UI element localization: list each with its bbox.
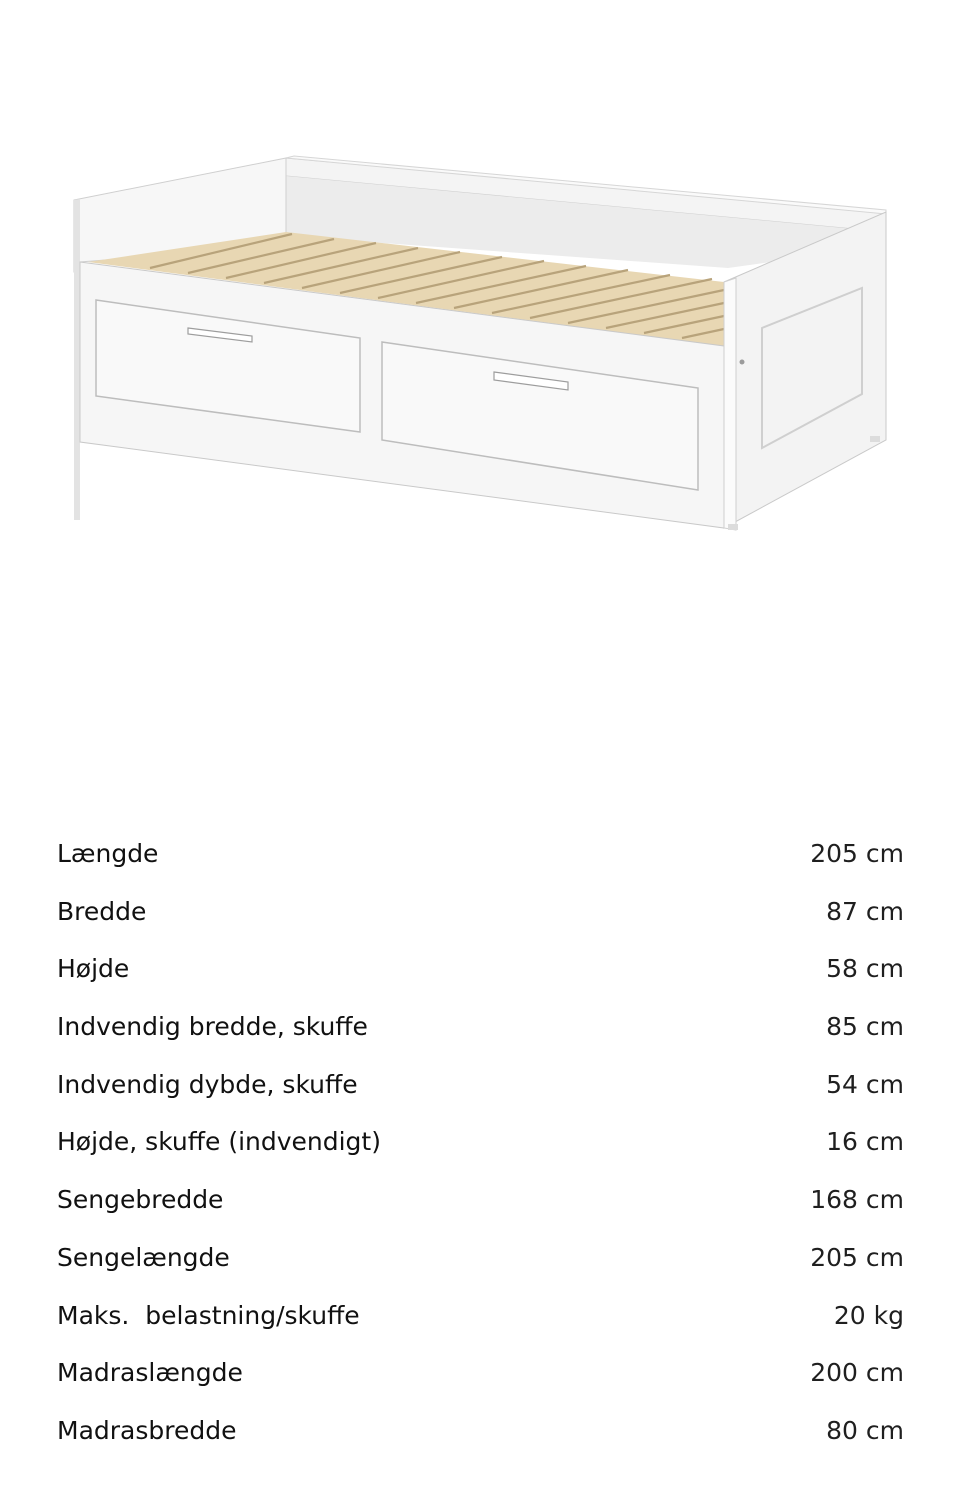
spec-value: 205 cm <box>810 1242 904 1272</box>
spec-value: 58 cm <box>826 954 904 984</box>
spec-row-maks-belastning-skuffe <box>57 1287 904 1345</box>
spec-value: 54 cm <box>826 1069 904 1099</box>
spec-row-indvendig-dybde-skuffe <box>57 1056 904 1114</box>
spec-label: Maks. belastning/skuffe <box>57 1300 360 1330</box>
spec-label: Sengebredde <box>57 1185 224 1215</box>
spec-value: 80 cm <box>826 1415 904 1445</box>
spec-label: Sengelængde <box>57 1242 230 1272</box>
spec-label: Madrasbredde <box>57 1415 237 1445</box>
spec-row-bredde <box>57 883 904 941</box>
spec-label: Madraslængde <box>57 1358 243 1388</box>
spec-value: 205 cm <box>810 839 904 868</box>
spec-label: Indvendig dybde, skuffe <box>57 1069 358 1099</box>
spec-label: Bredde <box>57 896 147 926</box>
spec-label: Højde <box>57 954 130 984</box>
spec-list <box>57 825 904 1460</box>
spec-row-hoejde-skuffe <box>57 1113 904 1171</box>
spec-value: 85 cm <box>826 1012 904 1042</box>
spec-row-madrasbredde <box>57 1402 904 1460</box>
spec-label: Indvendig bredde, skuffe <box>57 1012 368 1042</box>
spec-value: 20 kg <box>833 1300 904 1330</box>
spec-row-indvendig-bredde-skuffe <box>57 998 904 1056</box>
spec-value: 168 cm <box>810 1185 904 1215</box>
spec-row-madraslaengde <box>57 1344 904 1402</box>
spec-row-hoejde <box>57 940 904 998</box>
spec-row-sengelaengde <box>57 1229 904 1287</box>
spec-row-laengde <box>57 825 904 883</box>
spec-label: Højde, skuffe (indvendigt) <box>57 1127 381 1157</box>
spec-value: 16 cm <box>826 1127 904 1157</box>
spec-value: 200 cm <box>810 1358 904 1388</box>
spec-value: 87 cm <box>826 896 904 926</box>
spec-label: Længde <box>57 839 159 868</box>
spec-row-sengebredde <box>57 1171 904 1229</box>
